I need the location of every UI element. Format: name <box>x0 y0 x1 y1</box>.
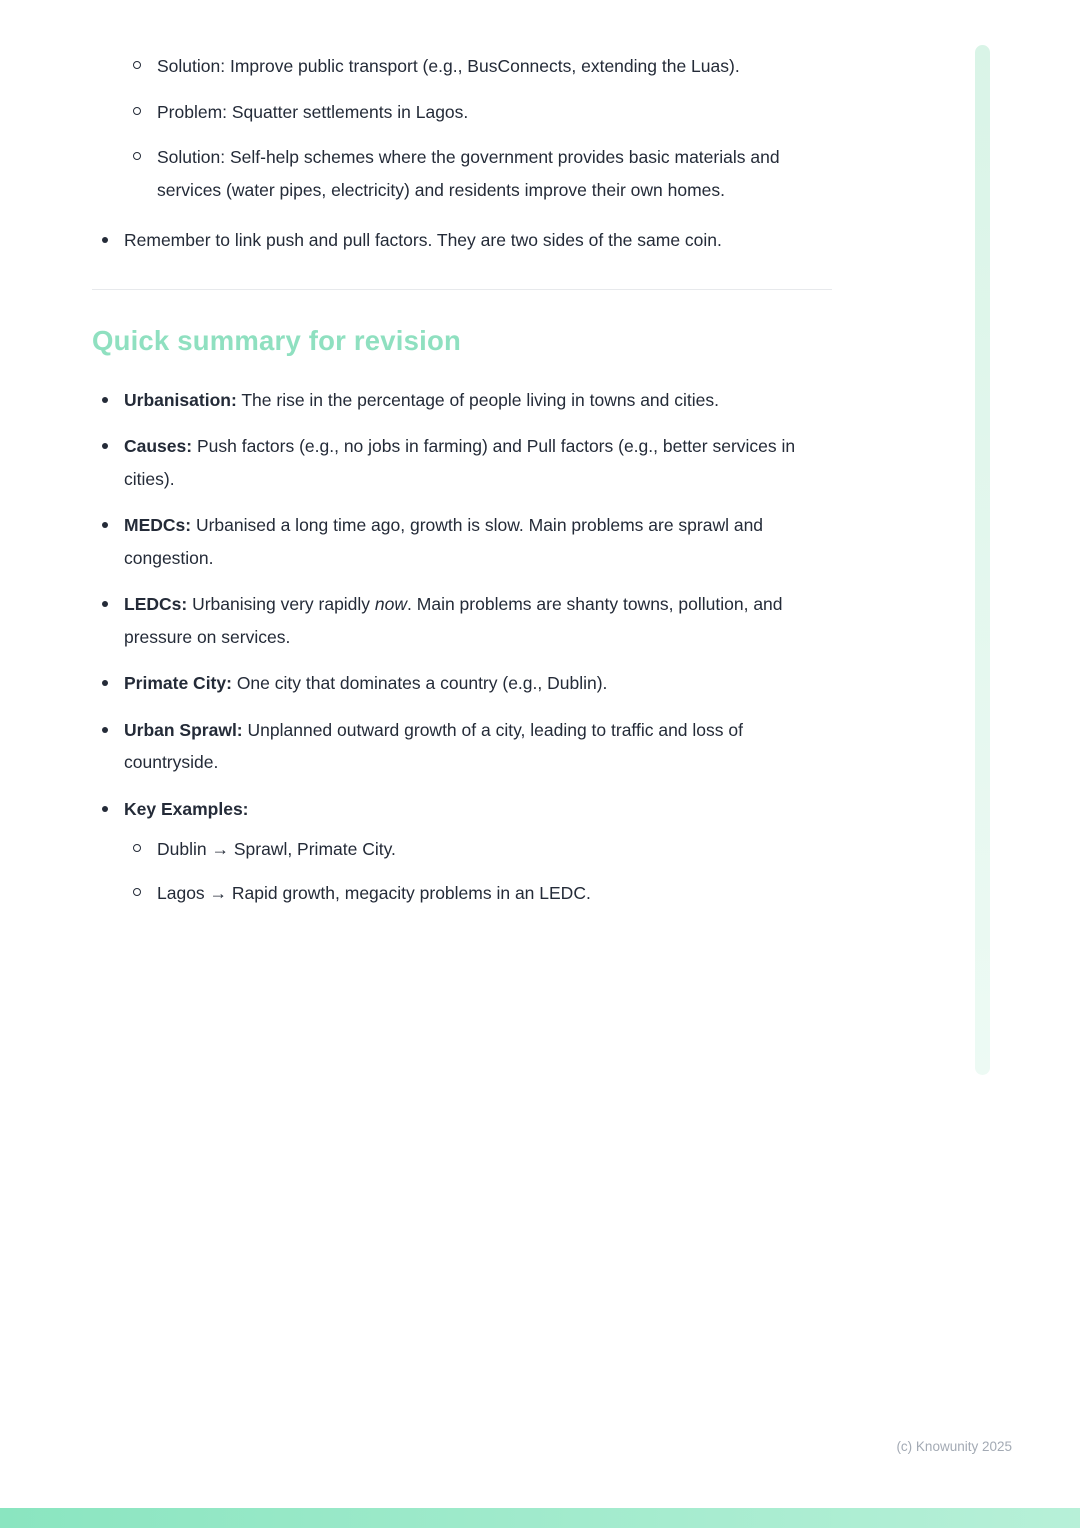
item-text: One city that dominates a country (e.g., Dublin). <box>231 673 608 693</box>
key-examples-list <box>124 833 832 909</box>
term-label: Key Examples: <box>124 798 249 819</box>
list-item <box>124 96 832 129</box>
list-item-text: Lagos → Rapid growth, megacity problems in an LEDC. <box>157 882 591 903</box>
term-label: Urban Sprawl: <box>124 719 243 740</box>
term-label: Primate City: <box>124 673 232 693</box>
list-item-text: Solution: Improve public transport (e.g., BusConnects, extending the Luas). <box>157 56 740 76</box>
page-content <box>92 50 832 923</box>
list-item <box>92 509 832 574</box>
item-text-after: . Main problems are shanty towns, pollution, and pressure on services. <box>124 594 783 647</box>
copyright-text: (c) Knowunity 2025 <box>896 1439 1012 1454</box>
section-divider <box>92 289 832 290</box>
item-text: Unplanned outward growth of a city, leading to traffic and loss of countryside. <box>124 719 743 772</box>
list-item-text: Dublin → Sprawl, Primate City. <box>157 839 396 859</box>
item-text-italic: now <box>374 594 408 614</box>
list-item <box>92 224 832 257</box>
item-text-before: Urbanising very rapidly <box>187 594 375 614</box>
list-item <box>92 384 832 417</box>
list-item <box>124 877 832 910</box>
list-item-text: Remember to link push and pull factors. They are two sides of the same coin. <box>124 230 722 250</box>
bottom-accent-bar <box>0 1508 1080 1528</box>
summary-list <box>92 384 832 910</box>
right-accent-bar <box>975 45 990 1075</box>
list-item <box>92 793 832 910</box>
term-label: MEDCs: <box>124 515 192 535</box>
item-text: Urbanised a long time ago, growth is slow. Main problems are sprawl and congestion. <box>124 515 764 568</box>
list-item-text: Problem: Squatter settlements in Lagos. <box>157 101 469 122</box>
list-item <box>92 667 832 700</box>
item-text: Push factors (e.g., no jobs in farming) and Pull factors (e.g., better services in cities). <box>124 436 796 489</box>
term-label: LEDCs: <box>124 594 188 614</box>
term-label: Urbanisation: <box>124 389 237 410</box>
section-heading: Quick summary for revision <box>92 324 461 356</box>
list-item <box>124 833 832 866</box>
intro-note-list <box>92 224 832 257</box>
list-item <box>92 430 832 495</box>
term-label: Causes: <box>124 436 193 456</box>
problem-solution-list <box>92 50 832 206</box>
list-item-text: Solution: Self-help schemes where the government provides basic materials and services (water pipes, electricity) and residents improve their own homes. <box>157 147 780 200</box>
list-item <box>92 714 832 779</box>
list-item <box>124 141 832 206</box>
item-text <box>124 594 783 647</box>
item-text: The rise in the percentage of people living in towns and cities. <box>236 389 719 410</box>
list-item <box>124 50 832 83</box>
list-item <box>92 588 832 653</box>
